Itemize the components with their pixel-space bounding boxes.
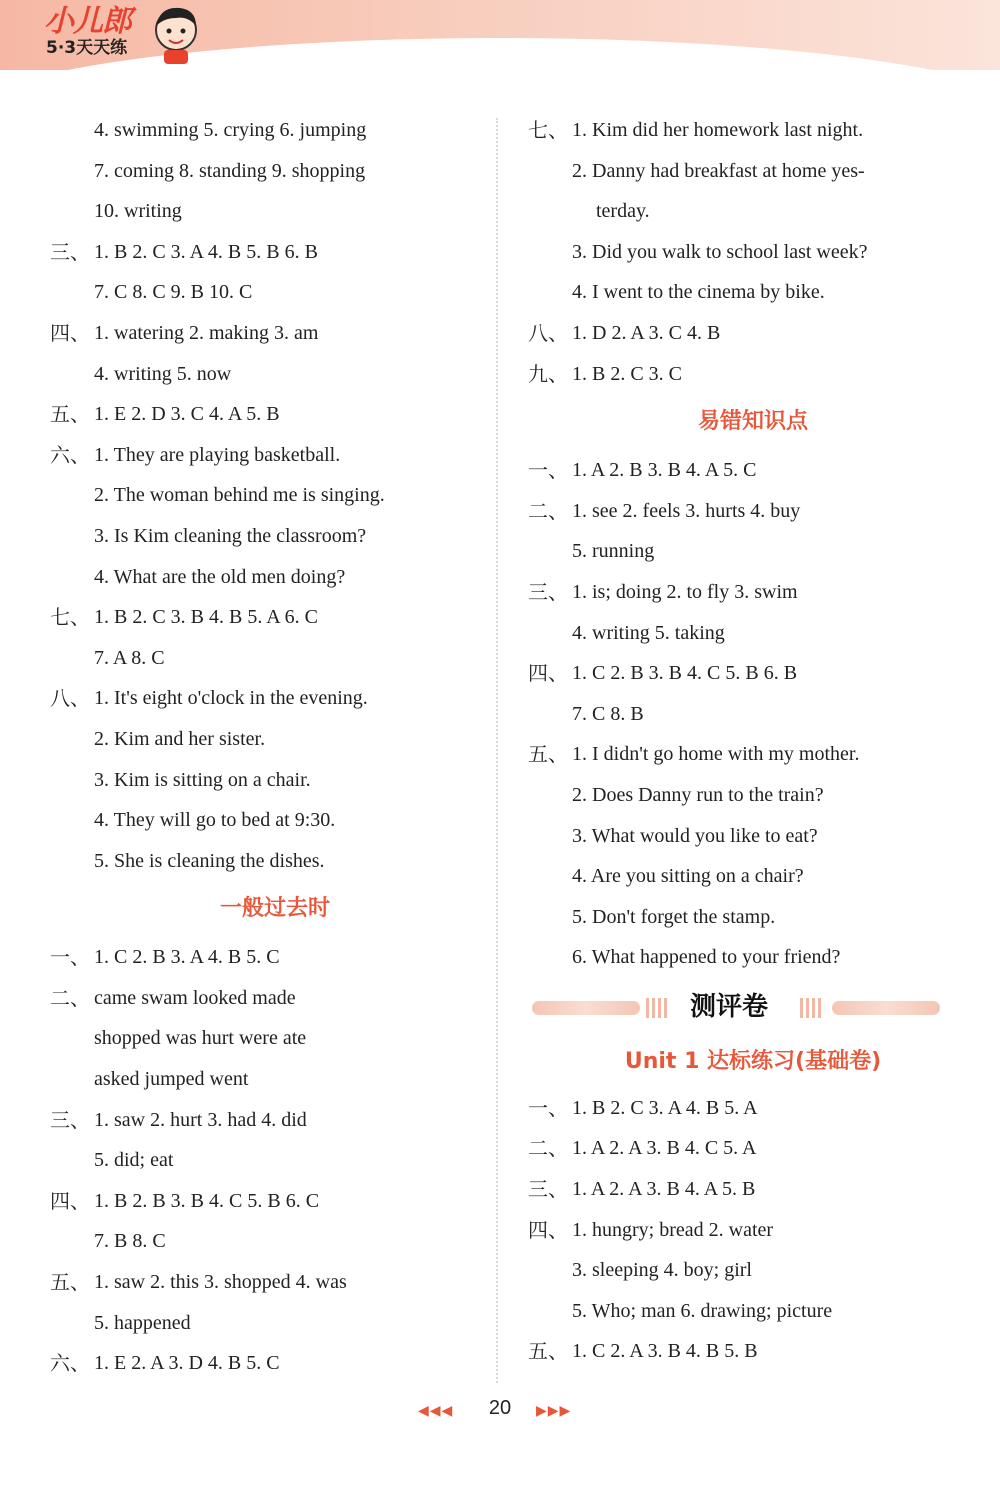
answer-row xyxy=(528,191,978,232)
answer-row xyxy=(50,313,500,354)
question-number: 四、 xyxy=(528,1217,568,1242)
answer-row xyxy=(50,1181,500,1222)
answer-text: 2. The woman behind me is singing. xyxy=(94,484,385,507)
answer-text: 1. see 2. feels 3. hurts 4. buy xyxy=(572,499,801,522)
answer-row xyxy=(50,1140,500,1181)
answer-row xyxy=(50,638,500,679)
section-title: 一般过去时 xyxy=(219,896,330,922)
answer-text: 5. Who; man 6. drawing; picture xyxy=(572,1299,833,1322)
answer-text: 1. is; doing 2. to fly 3. swim xyxy=(572,580,798,603)
answer-text: 1. C 2. A 3. B 4. B 5. B xyxy=(572,1340,758,1363)
question-number: 四、 xyxy=(528,661,568,686)
answer-row xyxy=(528,491,978,532)
answer-row xyxy=(528,937,978,978)
answer-text: 3. Did you walk to school last week? xyxy=(572,240,868,263)
test-banner xyxy=(528,978,978,1036)
banner-title: 测评卷 xyxy=(690,991,769,1022)
banner-decoration xyxy=(532,1001,640,1015)
answer-text: 5. happened xyxy=(94,1311,191,1334)
answer-row xyxy=(528,450,978,491)
answer-text: 4. What are the old men doing? xyxy=(94,565,346,588)
next-arrows-icon: ▶▶▶ xyxy=(536,1403,572,1419)
unit-heading-row xyxy=(528,1036,978,1088)
banner-decoration xyxy=(832,1001,940,1015)
answer-row xyxy=(528,734,978,775)
question-number: 四、 xyxy=(50,320,90,345)
question-number: 三、 xyxy=(50,1107,90,1132)
answer-text: 1. B 2. B 3. B 4. C 5. B 6. C xyxy=(94,1189,320,1212)
answer-text: 7. coming 8. standing 9. shopping xyxy=(94,159,366,182)
question-number: 五、 xyxy=(528,1339,568,1364)
answer-text: 1. watering 2. making 3. am xyxy=(94,321,319,344)
question-number: 一、 xyxy=(50,945,90,970)
answer-text: 3. What would you like to eat? xyxy=(572,824,818,847)
answer-row xyxy=(528,775,978,816)
answer-text: 1. It's eight o'clock in the evening. xyxy=(94,687,368,710)
answer-row xyxy=(50,1262,500,1303)
question-number: 六、 xyxy=(50,442,90,467)
answer-text: terday. xyxy=(596,200,650,223)
answer-text: 1. A 2. A 3. B 4. A 5. B xyxy=(572,1178,756,1201)
answer-text: 2. Kim and her sister. xyxy=(94,727,266,750)
answer-text: 1. E 2. D 3. C 4. A 5. B xyxy=(94,403,280,426)
answer-row xyxy=(50,841,500,882)
answer-row xyxy=(528,272,978,313)
answer-text: 2. Does Danny run to the train? xyxy=(572,783,824,806)
question-number: 二、 xyxy=(528,1136,568,1161)
question-number: 五、 xyxy=(528,742,568,767)
question-number: 一、 xyxy=(528,1095,568,1120)
answer-row xyxy=(528,1088,978,1129)
answer-text: 1. A 2. A 3. B 4. C 5. A xyxy=(572,1137,757,1160)
answer-row xyxy=(50,1059,500,1100)
answer-row xyxy=(50,516,500,557)
answer-row xyxy=(528,354,978,395)
answer-row xyxy=(528,897,978,938)
answer-text: 6. What happened to your friend? xyxy=(572,946,841,969)
question-number: 九、 xyxy=(528,361,568,386)
left-answer-column xyxy=(50,110,500,1384)
question-number: 七、 xyxy=(528,118,568,142)
answer-row xyxy=(528,613,978,654)
answer-text: 2. Danny had breakfast at home yes- xyxy=(572,159,865,182)
unit-title: Unit 1 达标练习(基础卷) xyxy=(624,1048,882,1074)
answer-text: 3. Is Kim cleaning the classroom? xyxy=(94,524,367,547)
page-footer xyxy=(0,1395,1000,1435)
answer-row xyxy=(50,800,500,841)
answer-row xyxy=(528,1210,978,1251)
question-number: 五、 xyxy=(50,1270,90,1295)
answer-text: 4. They will go to bed at 9:30. xyxy=(94,809,336,832)
answer-row xyxy=(50,1018,500,1059)
answer-row xyxy=(50,435,500,476)
answer-text: 1. Kim did her homework last night. xyxy=(572,119,864,141)
question-number: 八、 xyxy=(50,686,90,711)
answer-text: 1. E 2. A 3. D 4. B 5. C xyxy=(94,1352,280,1375)
answer-text: 4. writing 5. now xyxy=(94,362,232,385)
answer-row xyxy=(528,1250,978,1291)
answer-row xyxy=(50,1221,500,1262)
answer-row xyxy=(528,856,978,897)
answer-row xyxy=(50,191,500,232)
answer-row xyxy=(50,937,500,978)
question-number: 一、 xyxy=(528,458,568,483)
question-number: 四、 xyxy=(50,1188,90,1213)
answer-row xyxy=(50,678,500,719)
question-number: 八、 xyxy=(528,320,568,345)
question-number: 六、 xyxy=(50,1351,90,1376)
question-number: 二、 xyxy=(528,498,568,523)
answer-text: 1. I didn't go home with my mother. xyxy=(572,743,860,766)
answer-text: 1. C 2. B 3. A 4. B 5. C xyxy=(94,946,280,969)
answer-text: 7. C 8. C 9. B 10. C xyxy=(94,281,253,304)
answer-text: 1. C 2. B 3. B 4. C 5. B 6. B xyxy=(572,662,798,685)
question-number: 三、 xyxy=(528,1177,568,1202)
answer-row xyxy=(528,232,978,273)
answer-row xyxy=(50,475,500,516)
answer-row xyxy=(50,232,500,273)
page-number: 20 xyxy=(488,1397,512,1419)
answer-row xyxy=(50,110,500,151)
answer-row xyxy=(528,313,978,354)
question-number: 七、 xyxy=(50,605,90,630)
answer-row xyxy=(50,1303,500,1344)
prev-arrows-icon: ◀◀◀ xyxy=(418,1403,454,1419)
answer-text: 1. saw 2. hurt 3. had 4. did xyxy=(94,1108,307,1131)
answer-row xyxy=(528,816,978,857)
question-number: 三、 xyxy=(528,579,568,604)
answer-row xyxy=(50,597,500,638)
section-title: 易错知识点 xyxy=(697,409,808,435)
answer-text: 5. She is cleaning the dishes. xyxy=(94,849,325,872)
answer-row xyxy=(528,653,978,694)
answer-text: came swam looked made xyxy=(94,986,296,1009)
answer-row xyxy=(50,719,500,760)
question-number: 三、 xyxy=(50,239,90,264)
answer-row xyxy=(528,110,978,151)
answer-row xyxy=(50,272,500,313)
answer-text: 5. did; eat xyxy=(94,1149,174,1172)
answer-text: 4. Are you sitting on a chair? xyxy=(572,865,804,888)
page-header xyxy=(0,0,1000,70)
answer-row xyxy=(50,557,500,598)
answer-row xyxy=(528,151,978,192)
answer-text: 4. I went to the cinema by bike. xyxy=(572,281,825,304)
answer-row xyxy=(50,978,500,1019)
brand-subtitle: 5·3天天练 xyxy=(46,38,128,58)
answer-row xyxy=(528,572,978,613)
answer-row xyxy=(528,694,978,735)
answer-text: 1. hungry; bread 2. water xyxy=(572,1218,774,1241)
answer-text: 1. B 2. C 3. A 4. B 5. B 6. B xyxy=(94,240,318,263)
answer-row xyxy=(50,151,500,192)
answer-text: 4. writing 5. taking xyxy=(572,621,725,644)
answer-text: 1. B 2. C 3. B 4. B 5. A 6. C xyxy=(94,606,318,629)
answer-text: 1. A 2. B 3. B 4. A 5. C xyxy=(572,459,757,482)
answer-text: 7. A 8. C xyxy=(94,646,165,669)
answer-row xyxy=(50,1100,500,1141)
answer-text: 3. sleeping 4. boy; girl xyxy=(572,1259,752,1282)
answer-text: 1. They are playing basketball. xyxy=(94,443,341,466)
brand-logo: 小儿郎 xyxy=(44,4,131,39)
answer-row xyxy=(528,1128,978,1169)
answer-text: 10. writing xyxy=(94,200,182,223)
answer-row xyxy=(528,531,978,572)
answer-text: 1. D 2. A 3. C 4. B xyxy=(572,321,721,344)
mascot-icon xyxy=(150,2,202,64)
banner-ticks xyxy=(800,998,822,1018)
answer-text: 5. Don't forget the stamp. xyxy=(572,905,776,928)
right-answer-column xyxy=(528,110,978,1372)
question-number: 五、 xyxy=(50,402,90,427)
answer-text: shopped was hurt were ate xyxy=(94,1027,307,1050)
answer-row xyxy=(528,1331,978,1372)
section-heading-row xyxy=(528,394,978,450)
banner-ticks xyxy=(646,998,668,1018)
answer-row xyxy=(528,1169,978,1210)
answer-row xyxy=(50,1343,500,1384)
answer-text: 3. Kim is sitting on a chair. xyxy=(94,768,311,791)
answer-row xyxy=(50,354,500,395)
answer-row xyxy=(528,1291,978,1332)
answer-text: 4. swimming 5. crying 6. jumping xyxy=(94,119,367,141)
answer-text: 1. B 2. C 3. A 4. B 5. A xyxy=(572,1096,758,1119)
answer-text: 1. saw 2. this 3. shopped 4. was xyxy=(94,1271,347,1294)
question-number: 二、 xyxy=(50,985,90,1010)
section-heading-row xyxy=(50,881,500,937)
answer-row xyxy=(50,760,500,801)
answer-text: 7. B 8. C xyxy=(94,1230,166,1253)
answer-text: 5. running xyxy=(572,540,655,563)
answer-text: 1. B 2. C 3. C xyxy=(572,362,683,385)
answer-row xyxy=(50,394,500,435)
answer-text: 7. C 8. B xyxy=(572,702,644,725)
answer-text: asked jumped went xyxy=(94,1068,249,1091)
